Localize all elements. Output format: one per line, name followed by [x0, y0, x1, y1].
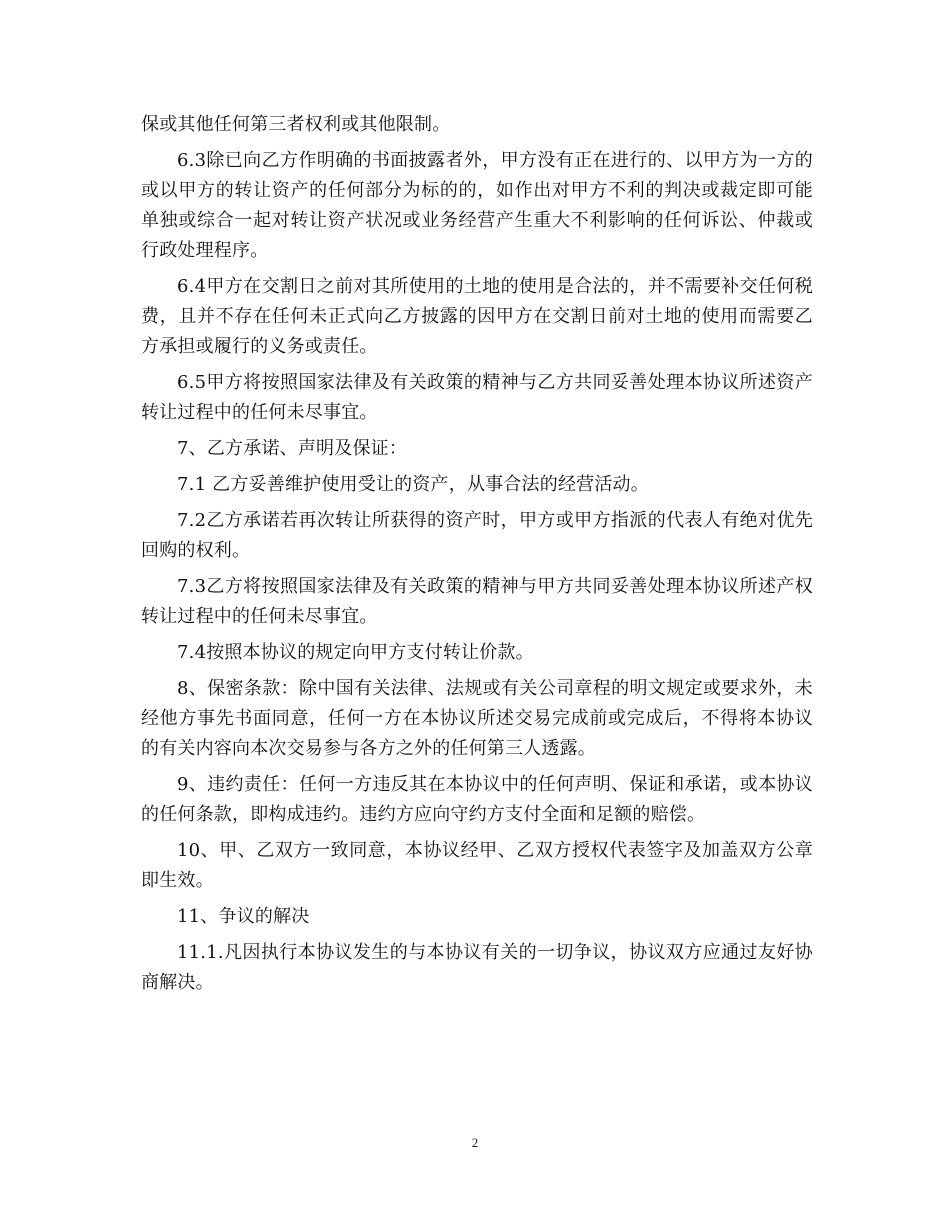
paragraph-9-liability: 9、违约责任：任何一方违反其在本协议中的任何声明、保证和承诺，或本协议的任何条款，即构成违约。违约方应向守约方支付全面和足额的赔偿。 — [141, 774, 813, 825]
paragraph-6-3: 6.3除已向乙方作明确的书面披露者外，甲方没有正在进行的、以甲方为一方的或以甲方的转让资产的任何部分为标的的，如作出对甲方不利的判决或裁定即可能单独或综合一起对转让资产状况或业务经营产生重大不利影响的任何诉讼、仲裁或行政处理程序。 — [141, 150, 813, 261]
paragraph-10-effectiveness: 10、甲、乙双方一致同意，本协议经甲、乙双方授权代表签字及加盖双方公章即生效。 — [141, 840, 813, 891]
page-number: 2 — [471, 1135, 479, 1150]
paragraph-6-4: 6.4甲方在交割日之前对其所使用的土地的使用是合法的，并不需要补交任何税费，且并不存在任何未正式向乙方披露的因甲方在交割日前对土地的使用而需要乙方承担或履行的义务或责任。 — [141, 276, 813, 357]
paragraph-11-1: 11.1.凡因执行本协议发生的与本协议有关的一切争议，协议双方应通过友好协商解决。 — [141, 942, 813, 993]
section-heading-7: 7、乙方承诺、声明及保证： — [177, 438, 408, 459]
paragraph-7-2: 7.2乙方承诺若再次转让所获得的资产时，甲方或甲方指派的代表人有绝对优先回购的权利。 — [141, 510, 813, 561]
paragraph-7-1: 7.1 乙方妥善维护使用受让的资产，从事合法的经营活动。 — [177, 474, 649, 495]
paragraph-8-confidentiality: 8、保密条款：除中国有关法律、法规或有关公司章程的明文规定或要求外，未经他方事先书面同意，任何一方在本协议所述交易完成前或完成后，不得将本协议的有关内容向本次交易参与各方之外的任何第三人透露。 — [141, 678, 813, 759]
paragraph-continuation: 保或其他任何第三者权利或其他限制。 — [141, 114, 451, 135]
document-body — [141, 110, 813, 1004]
paragraph-6-5: 6.5甲方将按照国家法律及有关政策的精神与乙方共同妥善处理本协议所述资产转让过程中的任何未尽事宜。 — [141, 372, 813, 423]
section-heading-11: 11、争议的解决 — [177, 906, 310, 927]
paragraph-7-4: 7.4按照本协议的规定向甲方支付转让价款。 — [177, 642, 534, 663]
paragraph-7-3: 7.3乙方将按照国家法律及有关政策的精神与甲方共同妥善处理本协议所述产权转让过程中的任何未尽事宜。 — [141, 576, 813, 627]
